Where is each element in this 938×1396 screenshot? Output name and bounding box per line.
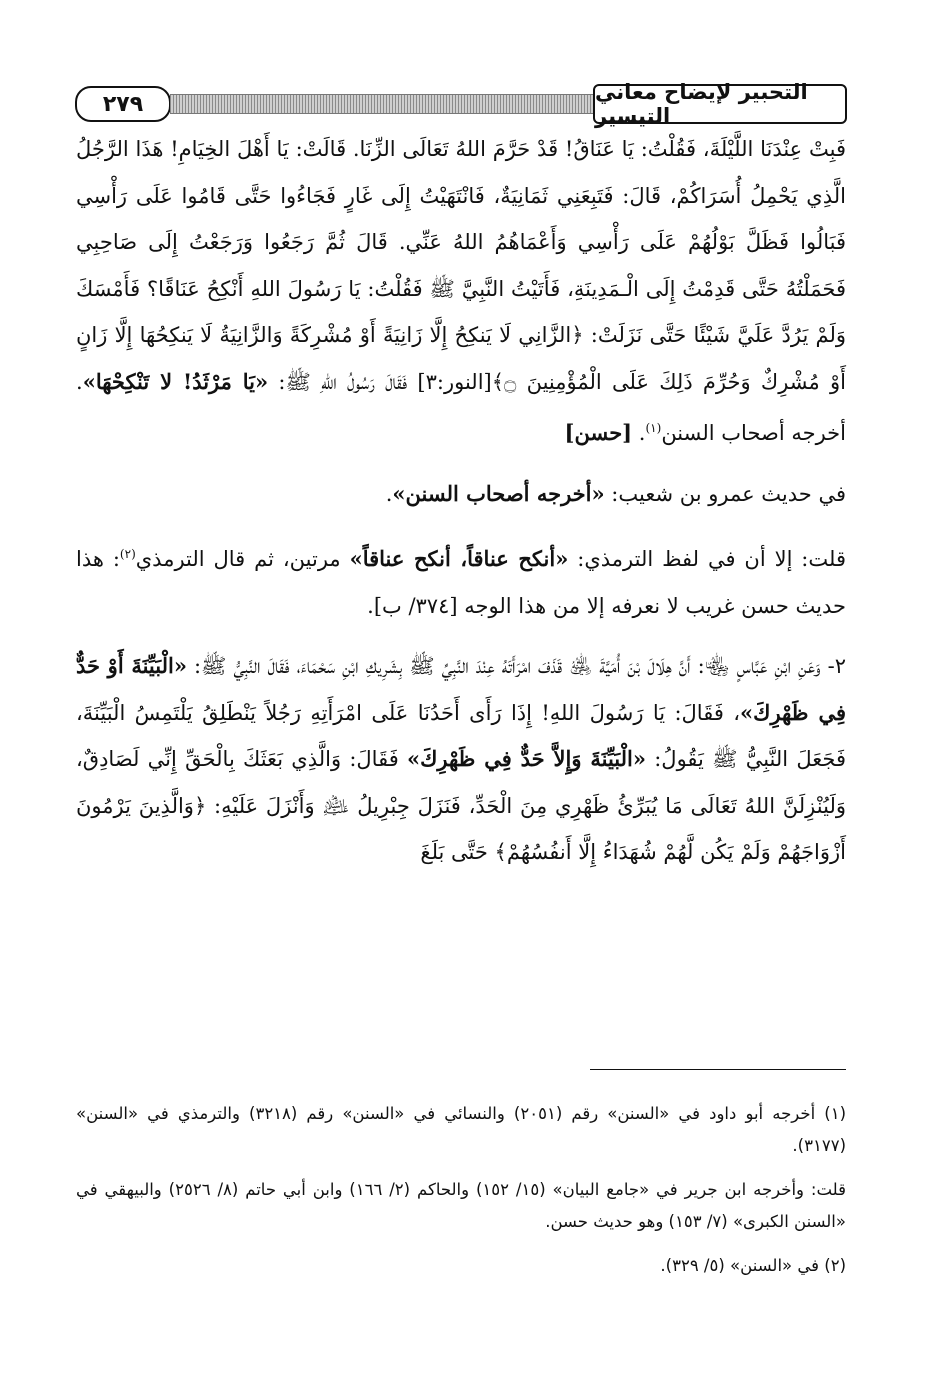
footnote-ref-2: (٢) xyxy=(119,547,136,561)
paragraph-comment-1: في حديث عمرو بن شعيب: «أخرجه أصحاب السنن». xyxy=(385,480,846,506)
prophet-saying: «يَا مَرْثَدُ! لا تَنْكِحْهَا» xyxy=(82,368,269,394)
paragraph-comment-2: قلت: إلا أن في لفظ الترمذي: «أنكح عناقاً، أنكح عناقاً» مرتين، ثم قال الترمذي$^{(٢)}$: هذا حديث حسن غريب لا نعرفه إلا من هذا الوجه [٣٧٤/ ب]. xyxy=(76,546,846,618)
quran-verse: ﴿الزَّانِي لَا يَنكِحُ إِلَّا زَانِيَةً أَوْ مُشْرِكَةً وَالزَّانِيَةُ لَا يَنكِحُهَا إِلَّا زَانٍ أَوْ مُشْرِكٌ وَحُرِّمَ ذَلِكَ عَلَى الْمُؤْمِنِينَ ۝﴾ xyxy=(76,323,846,394)
verse-reference: [النور:٣] xyxy=(417,369,492,394)
footnote-1-note: قلت: وأخرجه ابن جرير في «جامع البيان» (١٥/ ١٥٢) والحاكم (٢/ ١٦٦) وابن أبي حاتم (٨/ ٢٥٢٦) والبيهقي في «السنن الكبرى» (٧/ ١٥٣) وهو حديث حسن. xyxy=(76,1180,846,1231)
paragraph-hadith-2: ٢- وَعَنِ ابْنِ عَبَّاسٍ ﵄: أَنَّ هِلَالَ بْنَ أُمَيَّةَ ﵁ قَذَفَ امْرَأَتَهُ عِنْدَ النَّبِيِّ ﷺ بِشَرِيكِ ابْنِ سَحْمَاءَ، فَقَالَ النَّبِيُّ ﷺ: «الْبَيِّنَةَ أَوْ حَدٌّ فِي ظَهْرِكَ»، فَقَالَ: يَا رَسُولَ اللهِ! إِذَا رَأَى أَحَدُنَا عَلَى امْرَأَتِهِ رَجُلاً يَنْطَلِقُ يَلْتَمِسُ الْبَيِّنَةَ، فَجَعَلَ النَّبِيُّ ﷺ يَقُولُ: «الْبَيِّنَةَ وَإِلاَّ حَدٌّ فِي ظَهْرِكَ» فَقَالَ: وَالَّذِي بَعَثَكَ بِالْحَقِّ إِنِّي لَصَادِقٌ، وَلَيُنْزِلَنَّ اللهُ تَعَالَى مَا يُبَرِّئُ ظَهْرِي مِنَ الْحَدِّ، فَنَزَلَ جِبْرِيلُ ﵇ وَأَنْزَلَ عَلَيْهِ: ﴿وَالَّذِينَ يَرْمُونَ أَزْوَاجَهُمْ وَلَمْ يَكُن لَّهُمْ شُهَدَاءُ إِلَّا أَنفُسُهُمْ﴾ حَتَّى بَلَغَ xyxy=(76,653,846,864)
footnotes xyxy=(76,1098,846,1294)
footnote-1: (١) أخرجه أبو داود في «السنن» رقم (٢٠٥١) والنسائي في «السنن» رقم (٣٢١٨) والترمذي في «السنن» (٣١٧٧). xyxy=(76,1104,846,1155)
book-title: التحبير لإيضاح معاني التيسير xyxy=(593,84,847,124)
header-decorative-bar xyxy=(170,94,593,114)
main-text xyxy=(76,126,846,876)
paragraph-hadith-1: فَبِتْ عِنْدَنَا اللَّيْلَةَ، فَقُلْتُ: يَا عَنَاقُ! قَدْ حَرَّمَ اللهُ تَعَالَى الزِّنَا. قَالَتْ: يَا أَهْلَ الخِيَامِ! هَذَا الرَّجُلُ الَّذِي يَحْمِلُ أُسَرَاكُمْ، قَالَ: فَتَبِعَنِي ثَمَانِيَةٌ، فَانْتَهَيْتُ إِلَى غَارٍ فَجَاءُوا حَتَّى قَامُوا عَلَى رَأْسِي فَبَالُوا فَظَلَّ بَوْلُهُمْ عَلَى رَأْسِي وَأَعْمَاهُمُ اللهُ عَنِّي. قَالَ ثُمَّ رَجَعُوا وَرَجَعْتُ إِلَى صَاحِبِي فَحَمَلْتُهُ حَتَّى قَدِمْتُ إِلَى الْـمَدِينَةِ، فَأَتَيْتُ النَّبِيَّ ﷺ فَقُلْتُ: يَا رَسُولَ اللهِ أَنْكِحُ عَنَاقًا؟ فَأَمْسَكَ وَلَمْ يَرُدَّ عَلَيَّ شَيْئًا حَتَّى نَزَلَتْ: ﴿الزَّانِي لَا يَنكِحُ إِلَّا زَانِيَةً أَوْ مُشْرِكَةً وَالزَّانِيَةُ لَا يَنكِحُهَا إِلَّا زَانٍ أَوْ مُشْرِكٌ وَحُرِّمَ ذَلِكَ عَلَى الْمُؤْمِنِينَ ۝﴾[النور:٣] فَقَالَ رَسُولُ اللهِ ﷺ: «يَا مَرْثَدُ! لا تَنْكِحْهَا». أخرجه أصحاب السنن$^{(١)}$. [حسن] xyxy=(76,137,846,445)
hadith-grade: [حسن] xyxy=(564,420,633,445)
footnote-separator xyxy=(590,1069,846,1070)
footnote-2: (٢) في «السنن» (٥/ ٣٢٩). xyxy=(660,1256,846,1275)
footnote-ref-1: (١) xyxy=(645,421,662,435)
page-header xyxy=(75,80,847,128)
page-number: ٢٧٩ xyxy=(75,86,171,122)
quran-verse: ﴿وَالَّذِينَ يَرْمُونَ أَزْوَاجَهُمْ وَلَمْ يَكُن لَّهُمْ شُهَدَاءُ إِلَّا أَنفُسُهُمْ﴾ xyxy=(76,793,846,864)
